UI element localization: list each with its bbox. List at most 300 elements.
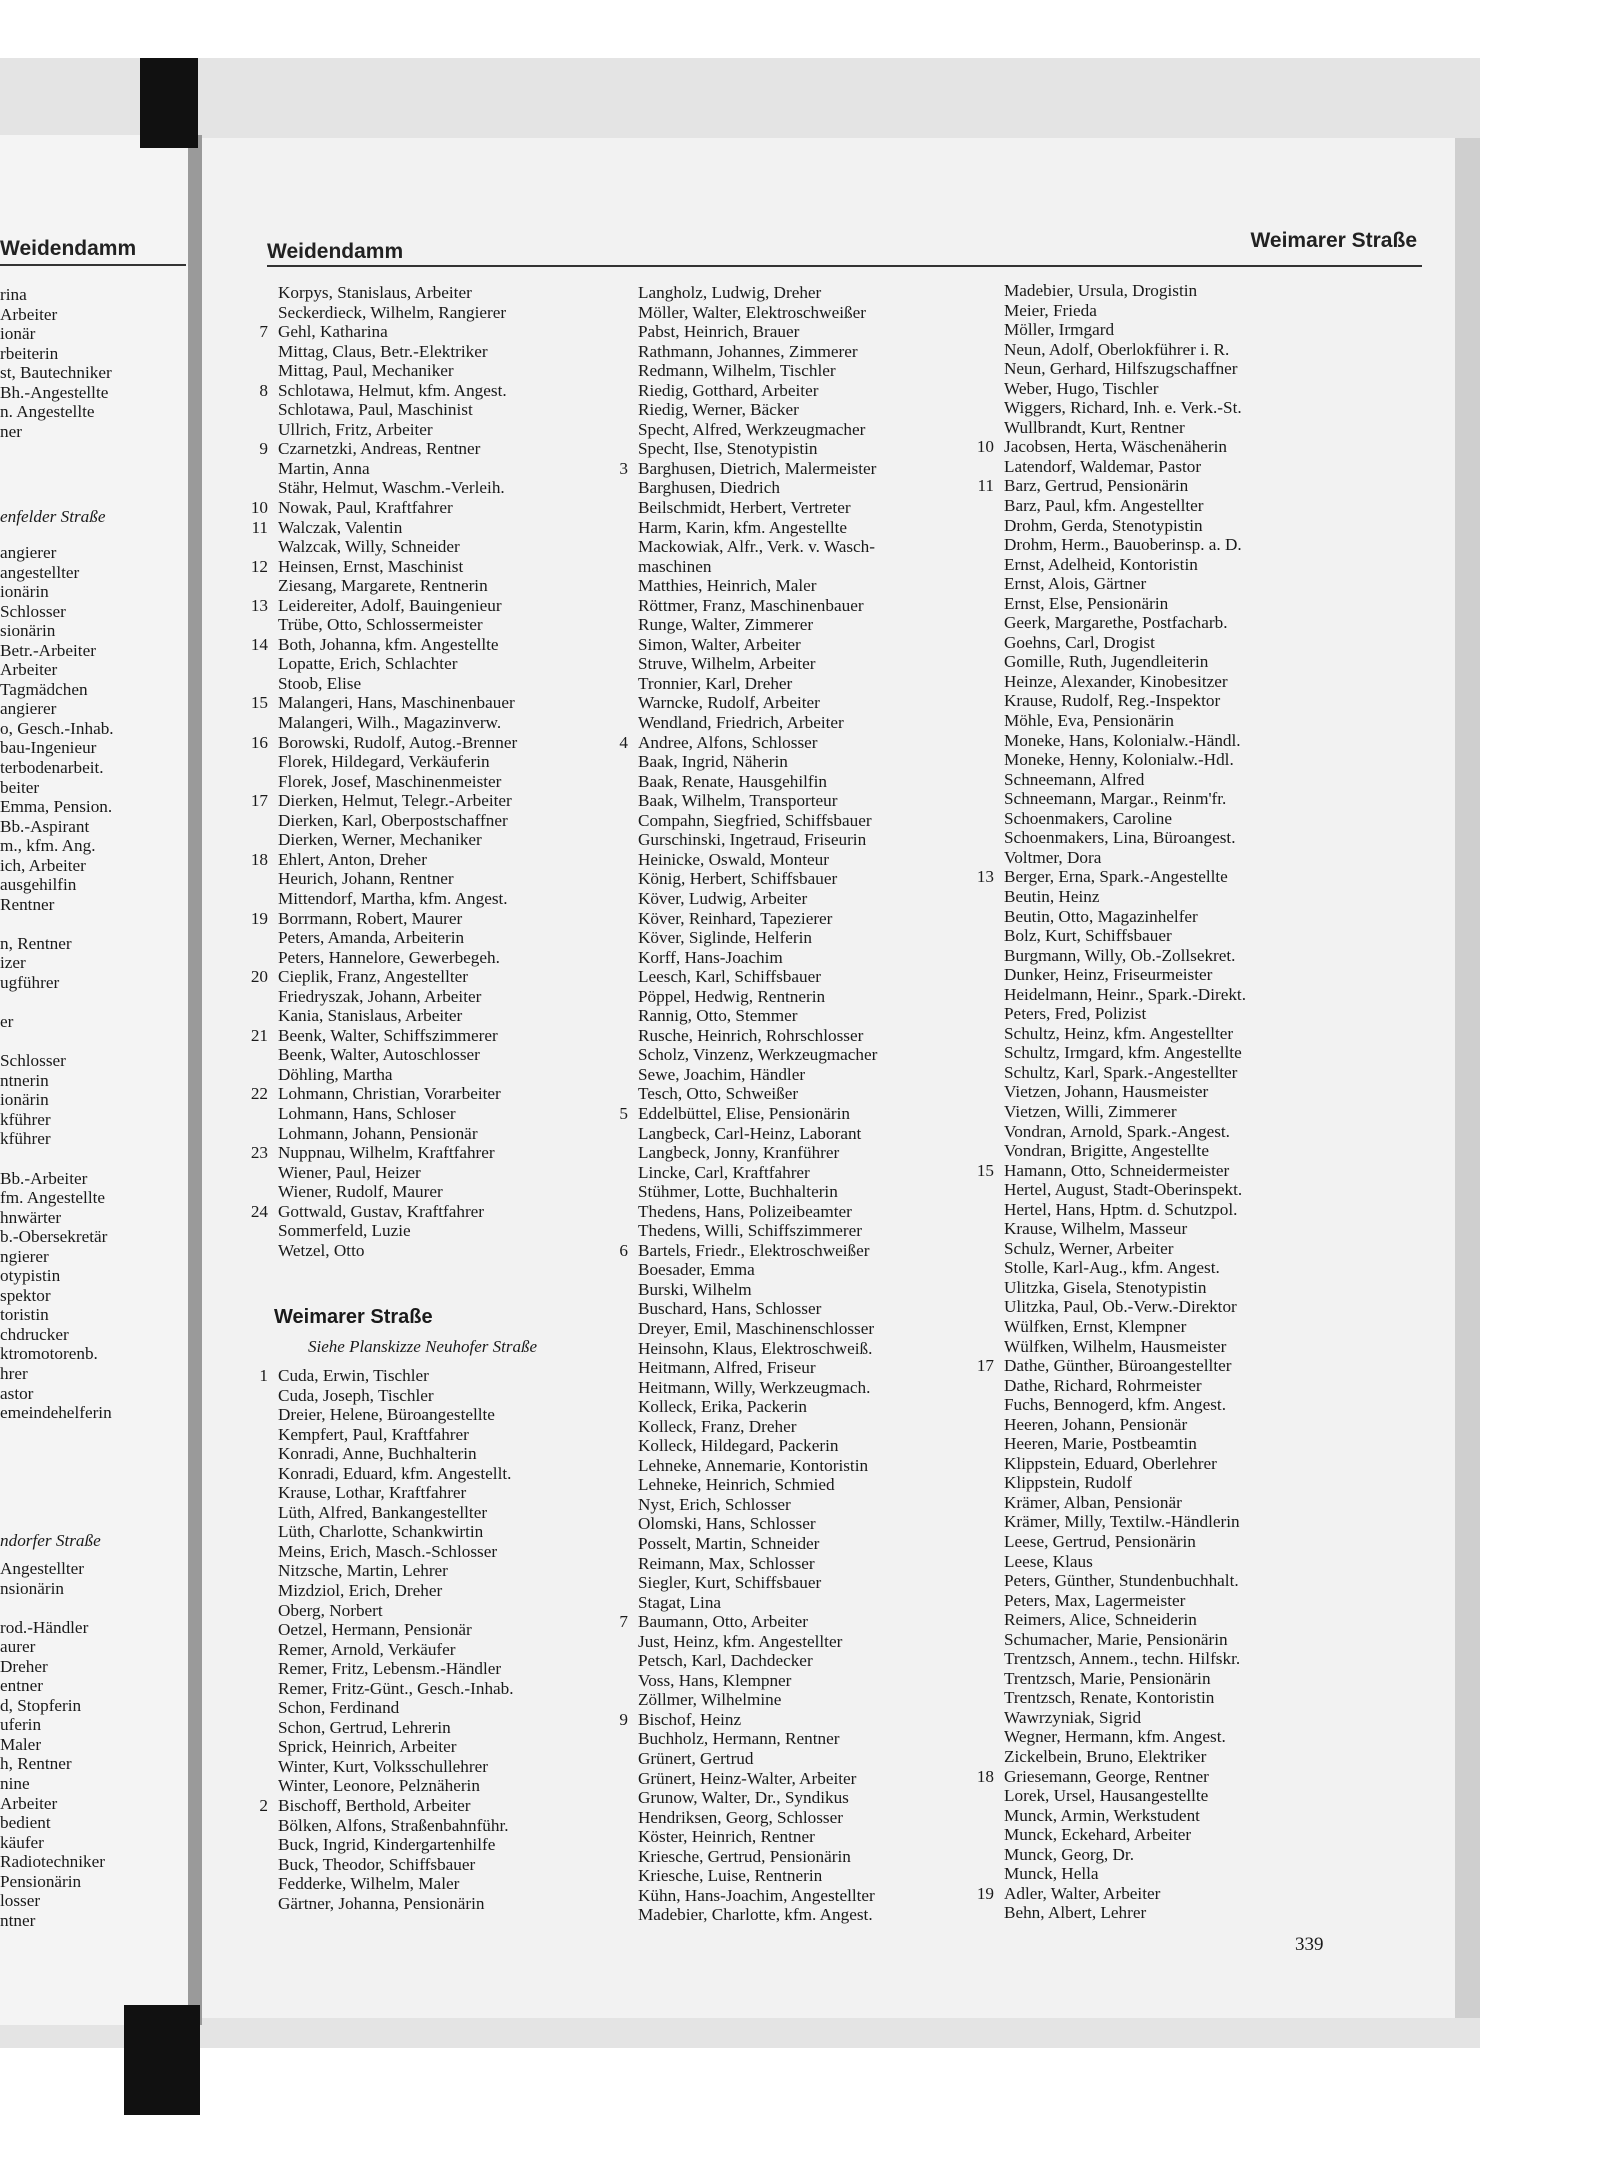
- cropped-entry-text: n, Rentner: [0, 933, 72, 953]
- list-item: [968, 1219, 1308, 1239]
- list-item: [968, 652, 1308, 672]
- list-item: [602, 791, 922, 811]
- resident-entry: Bischof, Heinz: [638, 1709, 742, 1729]
- house-number: 15: [976, 1160, 994, 1180]
- resident-entry: Grünert, Gertrud: [638, 1749, 754, 1769]
- list-item: [242, 928, 542, 948]
- cropped-entry-text: ntnerin: [0, 1070, 49, 1090]
- list-item: [968, 1806, 1308, 1826]
- resident-entry: Walzcak, Willy, Schneider: [278, 537, 460, 557]
- resident-entry: Trübe, Otto, Schlossermeister: [278, 615, 483, 635]
- resident-entry: Hertel, August, Stadt-Oberinspekt.: [1004, 1180, 1243, 1200]
- cropped-entry-text: angestellter: [0, 562, 80, 582]
- resident-entry: Weber, Hugo, Tischler: [1004, 378, 1159, 398]
- list-item: [602, 1827, 922, 1847]
- resident-entry: Fuchs, Bennogerd, kfm. Angest.: [1004, 1395, 1226, 1415]
- resident-entry: Barghusen, Diedrich: [638, 478, 780, 498]
- list-item: [0, 1227, 186, 1247]
- resident-entry: Peters, Hannelore, Gewerbegeh.: [278, 947, 500, 967]
- house-number: 3: [619, 458, 628, 478]
- resident-entry: Tesch, Otto, Schweißer: [638, 1084, 799, 1104]
- list-item: [968, 1024, 1308, 1044]
- resident-entry: Ehlert, Anton, Dreher: [278, 849, 427, 869]
- resident-entry: Krämer, Alban, Pensionär: [1004, 1492, 1182, 1512]
- list-item: [242, 674, 542, 694]
- resident-entry: Klippstein, Rudolf: [1004, 1473, 1132, 1493]
- cropped-entry-text: angierer: [0, 543, 57, 562]
- list-item: [0, 602, 186, 622]
- list-item: [242, 1483, 542, 1503]
- list-item: [242, 733, 542, 753]
- resident-entry: Warncke, Rudolf, Arbeiter: [638, 693, 820, 713]
- list-item: [602, 1514, 922, 1534]
- resident-entry: Köver, Siglinde, Helferin: [638, 928, 813, 948]
- resident-entry: Krause, Lothar, Kraftfahrer: [278, 1483, 467, 1503]
- cropped-entry-text: rbeiterin: [0, 343, 59, 363]
- resident-entry: Madebier, Ursula, Drogistin: [1004, 281, 1198, 300]
- resident-entry: Voss, Hans, Klempner: [638, 1670, 792, 1690]
- list-item: [968, 535, 1308, 555]
- cropped-entry-text: spektor: [0, 1285, 51, 1305]
- resident-entry: Meins, Erich, Masch.-Schlosser: [278, 1541, 498, 1561]
- list-item: [0, 758, 186, 778]
- list-item: [0, 1344, 186, 1364]
- list-item: [0, 1696, 186, 1716]
- house-number: 15: [250, 693, 268, 713]
- list-item: [968, 789, 1308, 809]
- list-item: [602, 1905, 922, 1925]
- resident-entry: Kriesche, Gertrud, Pensionärin: [638, 1846, 851, 1866]
- directory-column-3: [968, 281, 1308, 1923]
- cropped-entry-text: ngierer: [0, 1246, 49, 1266]
- list-item: [968, 1845, 1308, 1865]
- list-item: [0, 1305, 186, 1325]
- page-header-left: Weidendamm: [267, 240, 404, 263]
- list-item: [242, 381, 542, 401]
- resident-entry: Gomille, Ruth, Jugendleiterin: [1004, 652, 1209, 672]
- list-item: [602, 1495, 922, 1515]
- list-item: [968, 711, 1308, 731]
- list-item: [968, 281, 1308, 301]
- cropped-entry-text: Emma, Pension.: [0, 797, 113, 817]
- resident-entry: Borrmann, Robert, Maurer: [278, 908, 463, 928]
- list-item: [602, 850, 922, 870]
- resident-entry: Dreyer, Emil, Maschinenschlosser: [638, 1318, 875, 1338]
- list-item: [242, 811, 542, 831]
- house-number: 1: [259, 1366, 268, 1385]
- resident-entry: Heitmann, Willy, Werkzeugmach.: [638, 1377, 871, 1397]
- resident-entry: Drohm, Gerda, Stenotypistin: [1004, 515, 1203, 535]
- resident-entry: Kempfert, Paul, Kraftfahrer: [278, 1424, 469, 1444]
- house-number: 16: [250, 732, 268, 752]
- list-item: [602, 1163, 922, 1183]
- list-item: [242, 869, 542, 889]
- list-item: [602, 674, 922, 694]
- left-column-block1: [0, 285, 186, 441]
- list-item: [968, 1102, 1308, 1122]
- resident-entry: Thedens, Willi, Schiffszimmerer: [638, 1221, 862, 1241]
- list-item: [602, 596, 922, 616]
- resident-entry: Heidelmann, Heinr., Spark.-Direkt.: [1004, 984, 1246, 1004]
- list-item: [968, 379, 1308, 399]
- resident-entry: Zickelbein, Bruno, Elektriker: [1004, 1747, 1207, 1767]
- list-item: [968, 301, 1308, 321]
- house-number: 19: [250, 908, 268, 928]
- resident-entry: Kriesche, Luise, Rentnerin: [638, 1866, 823, 1886]
- list-item: [602, 1847, 922, 1867]
- list-item: [968, 1297, 1308, 1317]
- resident-entry: Möller, Walter, Elektroschweißer: [638, 302, 866, 322]
- book-gutter: [188, 135, 202, 2025]
- left-column-block3: [0, 1559, 186, 1930]
- list-item: [602, 1554, 922, 1574]
- resident-entry: Schulz, Werner, Arbeiter: [1004, 1238, 1174, 1258]
- list-item: [0, 1852, 186, 1872]
- resident-entry: Stagat, Lina: [638, 1592, 722, 1612]
- list-item: [968, 1043, 1308, 1063]
- list-item: [968, 1454, 1308, 1474]
- list-item: [968, 594, 1308, 614]
- resident-entry: Lehneke, Annemarie, Kontoristin: [638, 1455, 869, 1475]
- resident-entry: Bölken, Alfons, Straßenbahnführ.: [278, 1815, 509, 1835]
- cropped-entry-text: ionär: [0, 324, 36, 344]
- list-item: [968, 1180, 1308, 1200]
- resident-entry: Olomski, Hans, Schlosser: [638, 1514, 816, 1534]
- list-item: [242, 713, 542, 733]
- resident-entry: Trentzsch, Annem., techn. Hilfskr.: [1004, 1649, 1241, 1669]
- list-item: [602, 693, 922, 713]
- cropped-entry-text: Bb.-Arbeiter: [0, 1168, 88, 1188]
- cropped-entry-text: Tagmädchen: [0, 679, 88, 699]
- resident-entry: Munck, Georg, Dr.: [1004, 1844, 1135, 1864]
- cropped-entry-text: rod.-Händler: [0, 1617, 89, 1637]
- resident-entry: Dathe, Richard, Rohrmeister: [1004, 1375, 1202, 1395]
- list-item: [602, 1749, 922, 1769]
- list-item: [968, 359, 1308, 379]
- resident-entry: Remer, Fritz, Lebensm.-Händler: [278, 1659, 502, 1679]
- resident-entry: Reimann, Max, Schlosser: [638, 1553, 815, 1573]
- list-item: [0, 817, 186, 837]
- list-item: [968, 1786, 1308, 1806]
- list-item: [242, 1796, 542, 1816]
- list-item: [242, 1221, 542, 1241]
- list-item: [242, 615, 542, 635]
- list-item: [0, 363, 186, 383]
- resident-entry: Redmann, Wilhelm, Tischler: [638, 361, 836, 381]
- list-item: [968, 1356, 1308, 1376]
- page-edge-shadow: [1455, 138, 1480, 2018]
- resident-entry: Schon, Gertrud, Lehrerin: [278, 1717, 451, 1737]
- list-item: [0, 1637, 186, 1657]
- resident-entry: Beilschmidt, Herbert, Vertreter: [638, 498, 851, 518]
- list-item: [0, 1559, 186, 1579]
- list-item: [242, 889, 542, 909]
- house-number: 21: [250, 1025, 268, 1045]
- cropped-entry-text: er: [0, 1012, 14, 1032]
- cropped-entry-text: Schlosser: [0, 601, 66, 621]
- resident-entry: Wendland, Friedrich, Arbeiter: [638, 713, 844, 733]
- resident-entry: Röttmer, Franz, Maschinenbauer: [638, 595, 864, 615]
- list-item: [602, 1417, 922, 1437]
- resident-entry: Dunker, Heinz, Friseurmeister: [1004, 965, 1213, 985]
- list-item: [602, 1397, 922, 1417]
- list-item: [242, 303, 542, 323]
- binding-clip-top: [140, 58, 198, 148]
- resident-entry: Matthies, Heinrich, Maler: [638, 576, 817, 596]
- resident-entry: Madebier, Charlotte, kfm. Angest.: [638, 1905, 873, 1925]
- house-number: 23: [250, 1143, 268, 1163]
- list-item: [602, 830, 922, 850]
- resident-entry: Ernst, Alois, Gärtner: [1004, 574, 1147, 594]
- list-item: [602, 733, 922, 753]
- house-number: 10: [250, 498, 268, 518]
- resident-entry: Schneemann, Alfred: [1004, 769, 1145, 789]
- resident-entry: Barz, Paul, kfm. Angestellter: [1004, 496, 1204, 516]
- resident-entry: Schlotawa, Helmut, kfm. Angest.: [278, 380, 507, 400]
- cropped-entry-text: ugführer: [0, 973, 60, 993]
- directory-column-2: [602, 283, 922, 1925]
- resident-entry: Dathe, Günther, Büroangestellter: [1004, 1356, 1232, 1376]
- list-item: [602, 498, 922, 518]
- resident-entry: Dreier, Helene, Büroangestellte: [278, 1405, 495, 1425]
- list-item: [602, 1475, 922, 1495]
- resident-entry: Rannig, Otto, Stemmer: [638, 1006, 798, 1026]
- resident-entry: Voltmer, Dora: [1004, 847, 1102, 867]
- list-item: [242, 1698, 542, 1718]
- list-item: [602, 752, 922, 772]
- list-item: [242, 1561, 542, 1581]
- resident-entry: Beenk, Walter, Autoschlosser: [278, 1045, 480, 1065]
- list-item: [0, 1598, 186, 1618]
- list-item: [0, 1169, 186, 1189]
- list-item: [0, 285, 186, 305]
- list-item: [0, 895, 186, 915]
- list-item: [602, 283, 922, 303]
- resident-entry: Latendorf, Waldemar, Pastor: [1004, 456, 1202, 476]
- resident-entry: Moneke, Henny, Kolonialw.-Hdl.: [1004, 750, 1234, 770]
- list-item: [968, 1708, 1308, 1728]
- resident-entry: Behn, Albert, Lehrer: [1004, 1903, 1147, 1923]
- resident-entry: Schlotawa, Paul, Maschinist: [278, 400, 473, 420]
- list-item: [968, 1161, 1308, 1181]
- list-item: [602, 400, 922, 420]
- list-item: [968, 555, 1308, 575]
- list-item: [0, 1364, 186, 1384]
- list-item: [242, 596, 542, 616]
- list-item: [602, 1690, 922, 1710]
- directory-column-1: [242, 283, 542, 1260]
- list-item: [602, 381, 922, 401]
- list-item: [968, 1649, 1308, 1669]
- list-item: [602, 1319, 922, 1339]
- list-item: [968, 926, 1308, 946]
- resident-entry: Wegner, Hermann, kfm. Angest.: [1004, 1727, 1226, 1747]
- resident-entry: Ziesang, Margarete, Rentnerin: [278, 576, 488, 596]
- resident-entry: Mittag, Paul, Mechaniker: [278, 361, 454, 381]
- list-item: [968, 1337, 1308, 1357]
- list-item: [0, 1735, 186, 1755]
- list-item: [0, 738, 186, 758]
- resident-entry: Neun, Adolf, Oberlokführer i. R.: [1004, 339, 1230, 359]
- list-item: [0, 1110, 186, 1130]
- list-item: [968, 633, 1308, 653]
- resident-entry: Dierken, Helmut, Telegr.-Arbeiter: [278, 791, 512, 811]
- list-item: [0, 1579, 186, 1599]
- resident-entry: maschinen: [638, 556, 712, 576]
- list-item: [602, 1651, 922, 1671]
- list-item: [602, 654, 922, 674]
- list-item: [242, 1757, 542, 1777]
- cropped-entry-text: ktromotorenb.: [0, 1344, 98, 1364]
- list-item: [602, 537, 922, 557]
- house-number: 13: [250, 595, 268, 615]
- page-header-right: Weimarer Straße: [1250, 229, 1417, 252]
- resident-entry: Tronnier, Karl, Dreher: [638, 673, 793, 693]
- house-number: 18: [250, 849, 268, 869]
- resident-entry: Schumacher, Marie, Pensionärin: [1004, 1629, 1228, 1649]
- cropped-entry-text: nine: [0, 1774, 30, 1794]
- cropped-entry-text: Bb.-Aspirant: [0, 816, 90, 836]
- list-item: [0, 1032, 186, 1052]
- resident-entry: Berger, Erna, Spark.-Angestellte: [1004, 867, 1228, 887]
- resident-entry: Beutin, Otto, Magazinhelfer: [1004, 906, 1198, 926]
- list-item: [968, 1317, 1308, 1337]
- resident-entry: Andree, Alfons, Schlosser: [638, 732, 818, 752]
- list-item: [968, 1767, 1308, 1787]
- resident-entry: Langholz, Ludwig, Dreher: [638, 283, 822, 302]
- list-item: [242, 557, 542, 577]
- resident-entry: Just, Heinz, kfm. Angestellter: [638, 1631, 843, 1651]
- list-item: [602, 1260, 922, 1280]
- list-item: [0, 1618, 186, 1638]
- list-item: [968, 437, 1308, 457]
- resident-entry: Köver, Ludwig, Arbeiter: [638, 888, 808, 908]
- resident-entry: Nowak, Paul, Kraftfahrer: [278, 498, 453, 518]
- resident-entry: Rathmann, Johannes, Zimmerer: [638, 341, 858, 361]
- cropped-entry-text: ntner: [0, 1910, 36, 1930]
- list-item: [968, 1532, 1308, 1552]
- list-item: [602, 576, 922, 596]
- house-number: 9: [619, 1709, 628, 1729]
- list-item: [0, 934, 186, 954]
- house-number: 19: [976, 1883, 994, 1903]
- list-item: [242, 1718, 542, 1738]
- list-item: [602, 1026, 922, 1046]
- resident-entry: Köver, Reinhard, Tapezierer: [638, 908, 833, 928]
- resident-entry: Konradi, Anne, Buchhalterin: [278, 1444, 477, 1464]
- list-item: [0, 973, 186, 993]
- list-item: [968, 965, 1308, 985]
- list-item: [242, 1620, 542, 1640]
- resident-entry: Oetzel, Hermann, Pensionär: [278, 1620, 472, 1640]
- cropped-entry-text: Bh.-Angestellte: [0, 382, 109, 402]
- resident-entry: Munck, Hella: [1004, 1864, 1099, 1884]
- list-item: [968, 1688, 1308, 1708]
- resident-entry: Riedig, Gotthard, Arbeiter: [638, 380, 819, 400]
- resident-entry: Posselt, Martin, Schneider: [638, 1534, 820, 1553]
- list-item: [242, 361, 542, 381]
- list-item: [0, 344, 186, 364]
- cropped-entry-text: sionärin: [0, 621, 56, 641]
- resident-entry: Drohm, Herm., Bauoberinsp. a. D.: [1004, 535, 1242, 555]
- cropped-entry-text: Radiotechniker: [0, 1852, 105, 1872]
- list-item: [242, 1640, 542, 1660]
- list-item: [242, 1143, 542, 1163]
- list-item: [0, 1872, 186, 1892]
- resident-entry: Oberg, Norbert: [278, 1600, 383, 1620]
- list-item: [602, 1202, 922, 1222]
- list-item: [242, 1366, 542, 1386]
- house-number: 18: [976, 1766, 994, 1786]
- cropped-entry-text: Arbeiter: [0, 304, 58, 324]
- list-item: [242, 537, 542, 557]
- list-item: [968, 1082, 1308, 1102]
- cropped-entry-text: m., kfm. Ang.: [0, 836, 96, 856]
- list-item: [0, 1266, 186, 1286]
- resident-entry: Wiggers, Richard, Inh. e. Verk.-St.: [1004, 398, 1242, 418]
- list-item: [242, 1006, 542, 1026]
- resident-entry: Mizdziol, Erich, Dreher: [278, 1581, 443, 1601]
- list-item: [242, 654, 542, 674]
- list-item: [602, 1886, 922, 1906]
- list-item: [0, 563, 186, 583]
- resident-entry: Baumann, Otto, Arbeiter: [638, 1612, 808, 1632]
- resident-entry: Schneemann, Margar., Reinm'fr.: [1004, 789, 1227, 809]
- left-section-title: enfelder Straße: [0, 507, 106, 526]
- house-number: 2: [259, 1796, 268, 1816]
- list-item: [602, 1084, 922, 1104]
- list-item: [968, 1669, 1308, 1689]
- resident-entry: Remer, Fritz-Günt., Gesch.-Inhab.: [278, 1678, 514, 1698]
- resident-entry: König, Herbert, Schiffsbauer: [638, 869, 838, 889]
- cropped-entry-text: fm. Angestellte: [0, 1188, 106, 1208]
- cropped-entry-text: astor: [0, 1383, 34, 1403]
- list-item: [242, 439, 542, 459]
- list-item: [602, 439, 922, 459]
- resident-entry: Vietzen, Johann, Hausmeister: [1004, 1082, 1209, 1102]
- house-number: 17: [250, 791, 268, 811]
- resident-entry: Stolle, Karl-Aug., kfm. Angest.: [1004, 1258, 1220, 1278]
- resident-entry: Wetzel, Otto: [278, 1240, 365, 1260]
- resident-entry: Sewe, Joachim, Händler: [638, 1064, 806, 1084]
- list-item: [242, 1542, 542, 1562]
- resident-entry: Bolz, Kurt, Schiffsbauer: [1004, 926, 1172, 946]
- list-item: [968, 1258, 1308, 1278]
- house-number: 17: [976, 1356, 994, 1376]
- list-item: [242, 459, 542, 479]
- resident-entry: Nyst, Erich, Schlosser: [638, 1494, 791, 1514]
- list-item: [602, 635, 922, 655]
- resident-entry: Ulitzka, Gisela, Stenotypistin: [1004, 1277, 1207, 1297]
- resident-entry: Eddelbüttel, Elise, Pensionärin: [638, 1103, 850, 1123]
- cropped-entry-text: emeindehelferin: [0, 1403, 112, 1423]
- list-item: [602, 1769, 922, 1789]
- section-title: Weimarer Straße: [274, 1306, 433, 1328]
- cropped-entry-text: b.-Obersekretär: [0, 1227, 108, 1247]
- list-item: [968, 516, 1308, 536]
- resident-entry: Nitzsche, Martin, Lehrer: [278, 1561, 448, 1581]
- cropped-entry-text: käufer: [0, 1832, 44, 1852]
- list-item: [0, 1403, 186, 1423]
- cropped-entry-text: ionärin: [0, 1090, 49, 1110]
- resident-entry: Wiener, Paul, Heizer: [278, 1162, 421, 1182]
- list-item: [968, 1063, 1308, 1083]
- resident-entry: Leese, Gertrud, Pensionärin: [1004, 1532, 1196, 1551]
- resident-entry: Vondran, Brigitte, Angestellte: [1004, 1141, 1209, 1161]
- list-item: [602, 987, 922, 1007]
- resident-entry: Czarnetzki, Andreas, Rentner: [278, 439, 481, 459]
- list-item: [0, 1012, 186, 1032]
